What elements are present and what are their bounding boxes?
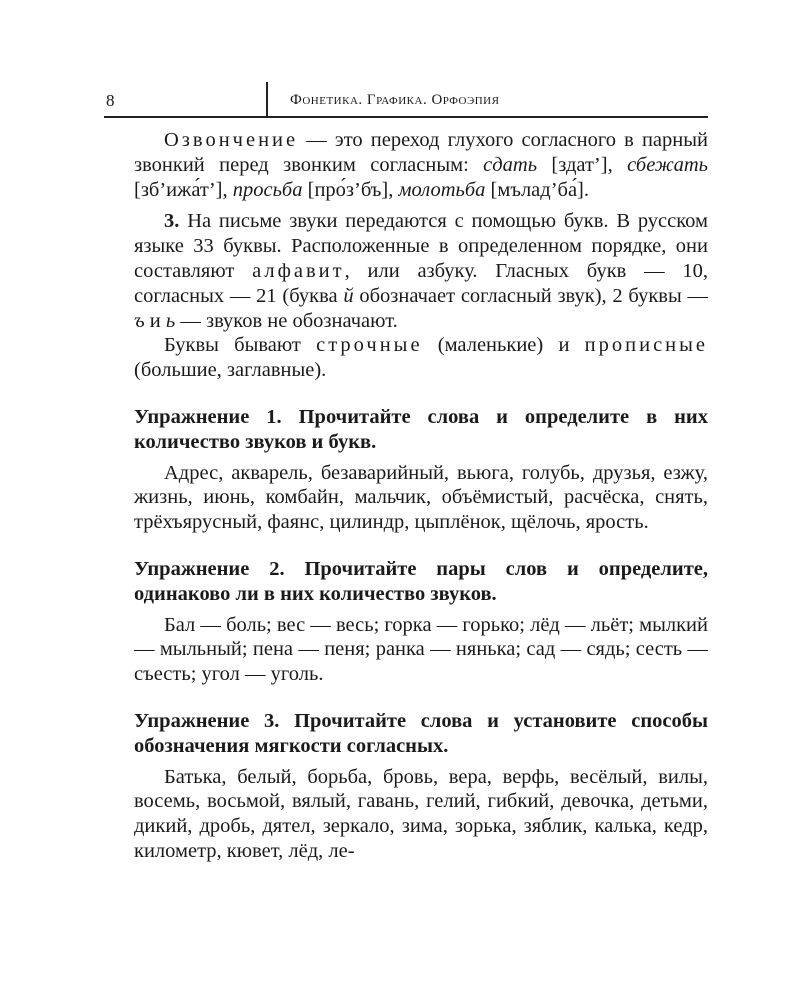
paragraph-voicing: Озвончение — это переход глухого согласного в парный звонкий перед звонким согласным: сдать [здат’], сбежать [зб’ижа́т’], просьба [про́з’бъ], молотьба [мълад’ба́]. <box>134 129 708 201</box>
exercise-title: Упражнение 2. Прочитайте пары слов и определите, одинаково ли в них количество звуков. <box>134 557 708 605</box>
running-head <box>104 82 708 118</box>
header-vertical-rule <box>266 82 268 116</box>
exercise-body: Батька, белый, борьба, бровь, вера, верфь, весёлый, вилы, восемь, восьмой, вялый, гавань, гелий, гибкий, девочка, детьми, дикий, дробь, дятел, зеркало, зима, зорька, зяблик, калька, кедр, километр, кювет, лёд, ле- <box>134 765 708 862</box>
exercise-title: Упражнение 3. Прочитайте слова и установите способы обозначения мягкости согласных. <box>134 709 708 757</box>
example-word: сбежать <box>627 153 708 176</box>
term-voicing: Озвончение <box>164 129 299 151</box>
exercise-title: Упражнение 1. Прочитайте слова и определите в них количество звуков и букв. <box>134 405 708 453</box>
page-number: 8 <box>106 91 115 110</box>
term-alphabet: алфавит <box>252 259 345 282</box>
section-title: Фонетика. Графика. Орфоэпия <box>290 92 500 108</box>
letter: ь <box>165 309 176 332</box>
paragraph-alphabet: 3. На письме звуки передаются с помощью букв. В русском языке 33 буквы. Расположенные в определенном порядке, они составляют алфавит, или азбуку. Гласных букв — 10, согласных — 21 (буква й обозначает согласный звук), 2 буквы — ъ и ь — звуков не обозначают. <box>134 210 708 332</box>
page-content <box>134 128 708 864</box>
example-word: молотьба <box>398 178 486 201</box>
term-lowercase: строчные <box>316 334 423 357</box>
exercise-body: Бал — боль; вес — весь; горка — горько; лёд — льёт; мылкий — мыльный; пена — пеня; ранка — нянька; сад — сядь; сесть — съесть; угол — уголь. <box>134 613 708 686</box>
example-word: сдать <box>483 153 538 176</box>
example-word: просьба <box>232 178 303 201</box>
item-number: 3. <box>164 210 180 233</box>
header-rule <box>104 116 708 118</box>
exercise-body: Адрес, акварель, безаварийный, вьюга, голубь, друзья, езжу, жизнь, июнь, комбайн, мальчик, объёмистый, расчёска, снять, трёхъярусный, фаянс, цилиндр, цыплёнок, щёлочь, ярость. <box>134 461 708 534</box>
letter: й <box>343 284 354 307</box>
letter: ъ <box>134 309 145 332</box>
term-uppercase: прописные <box>584 334 709 357</box>
paragraph-letters: Буквы бывают строчные (маленькие) и прописные (большие, заглавные). <box>134 334 709 382</box>
